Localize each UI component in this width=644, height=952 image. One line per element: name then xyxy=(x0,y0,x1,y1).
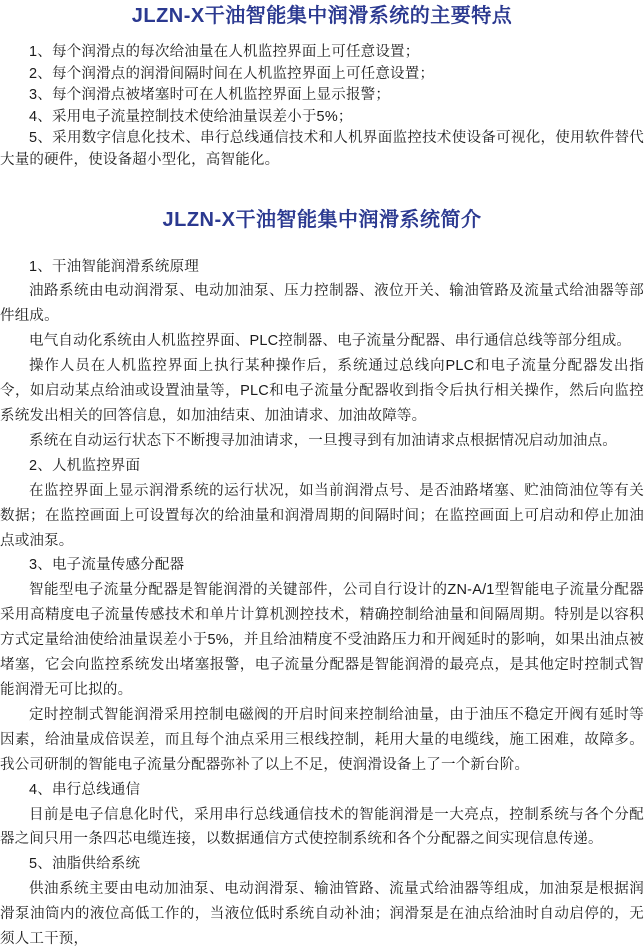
intro-section-title: JLZN-X干油智能集中润滑系统简介 xyxy=(162,208,482,231)
intro-subheading: 2、人机监控界面 xyxy=(29,457,141,474)
feature-item: 5、采用数字信息化技术、串行总线通信技术和人机界面监控技术使设备可视化，使用软件替代大量的硬件，使设备超小型化，高智能化。 xyxy=(0,130,644,168)
paragraph: 系统在自动运行状态下不断搜寻加油请求，一旦搜寻到有加油请求点根据情况启动加油点。 xyxy=(29,432,617,449)
features-list xyxy=(0,42,644,172)
paragraph: 油路系统由电动润滑泵、电动加油泵、压力控制器、液位开关、输油管路及流量式给油器等部件组成。 xyxy=(0,283,644,325)
feature-item: 1、每个润滑点的每次给油量在人机监控界面上可任意设置； xyxy=(29,44,420,60)
paragraph: 在监控界面上显示润滑系统的运行状况，如当前润滑点号、是否油路堵塞、贮油筒油位等有关数据；在监控画面上可设置每次的给油量和润滑周期的间隔时间；在监控画面上可启动和停止加油点或油泵。 xyxy=(0,482,644,549)
paragraph: 智能型电子流量分配器是智能润滑的关键部件，公司自行设计的ZN-A/1型智能电子流量分配器采用高精度电子流量传感技术和单片计算机测控技术，精确控制给油量和间隔周期。特别是以容积方式定量给油使给油量误差小于5%，并且给油精度不受油路压力和开阀延时的影响，如果出油点被堵塞，它会向监控系统发出堵塞报警，电子流量分配器是智能润滑的最亮点，是其他定时控制式智能润滑无可比拟的。 xyxy=(0,582,644,698)
intro-subheading: 4、串行总线通信 xyxy=(29,781,141,798)
feature-item: 3、每个润滑点被堵塞时可在人机监控界面上显示报警； xyxy=(29,87,391,104)
paragraph: 供油系统主要由电动加油泵、电动润滑泵、输油管路、流量式给油器等组成，加油泵是根据润滑泵油筒内的液位高低工作的，当液位低时系统自动补油；润滑泵是在油点给油时自动启停的，无须人工干预， xyxy=(0,881,644,948)
paragraph: 定时控制式智能润滑采用控制电磁阀的开启时间来控制给油量，由于油压不稳定开阀有延时等因素，给油量成倍误差，而且每个油点采用三根线控制，耗用大量的电缆线，施工困难，故障多。我公司研制的智能电子流量分配器弥补了以上不足，使润滑设备上了一个新台阶。 xyxy=(0,706,644,773)
features-section-title: JLZN-X干油智能集中润滑系统的主要特点 xyxy=(131,5,513,27)
intro-subheading: 3、电子流量传感分配器 xyxy=(29,557,185,574)
paragraph: 目前是电子信息化时代，采用串行总线通信技术的智能润滑是一大亮点，控制系统与各个分配器之间只用一条四芯电缆连接，以数据通信方式使控制系统和各个分配器之间实现信息传递。 xyxy=(0,806,644,848)
intro-subheading: 5、油脂供给系统 xyxy=(29,856,141,873)
feature-item: 4、采用电子流量控制技术使给油量误差小于5%； xyxy=(29,108,353,125)
paragraph: 操作人员在人机监控界面上执行某种操作后，系统通过总线向PLC和电子流量分配器发出指令，如启动某点给油或设置油量等，PLC和电子流量分配器收到指令后执行相关操作，然后向监控系统发出相关的回答信息，如加油结束、加油请求、加油故障等。 xyxy=(0,358,644,424)
intro-subheading: 1、干油智能润滑系统原理 xyxy=(29,258,199,275)
paragraph: 电气自动化系统由人机监控界面、PLC控制器、电子流量分配器、串行通信总线等部分组成。 xyxy=(29,333,632,350)
intro-body xyxy=(0,255,644,952)
feature-item: 2、每个润滑点的润滑间隔时间在人机监控界面上可任意设置； xyxy=(29,65,435,82)
